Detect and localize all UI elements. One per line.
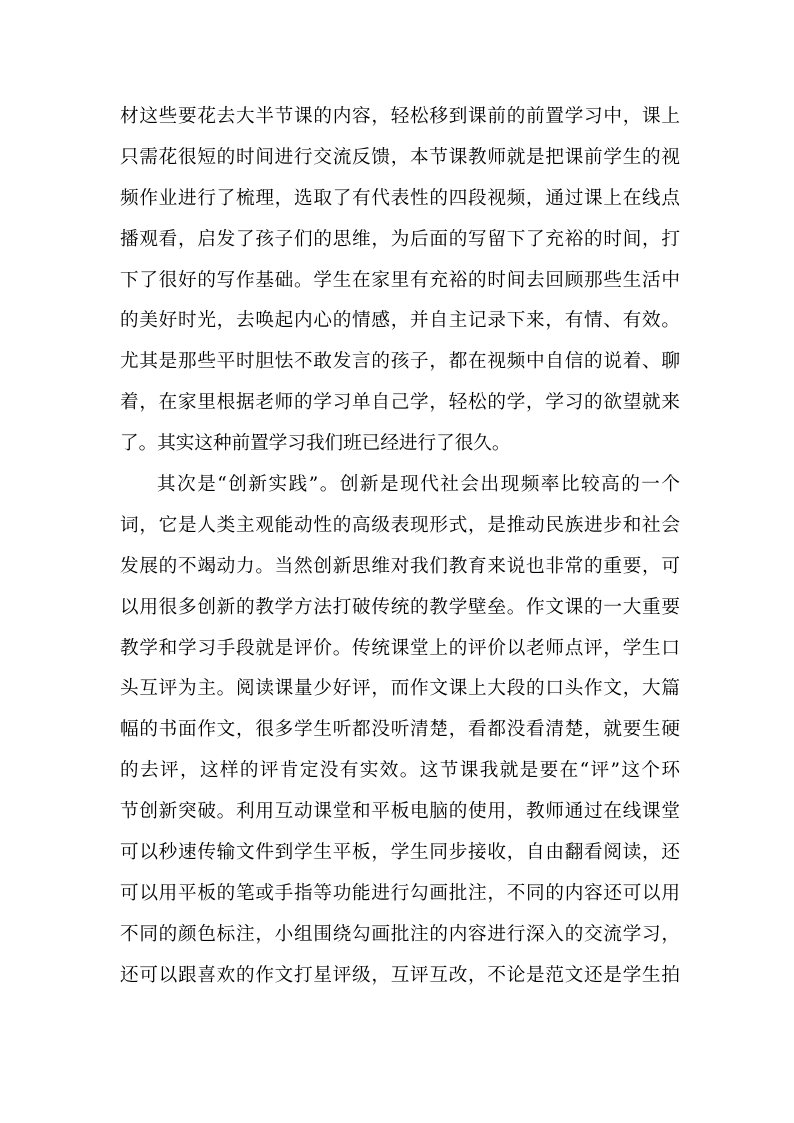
text-line: 可以用平板的笔或手指等功能进行勾画批注，不同的内容还可以用 bbox=[120, 882, 680, 904]
text-line: 材这些要花去大半节课的内容，轻松移到课前的前置学习中，课上 bbox=[120, 106, 680, 127]
text-line: 的美好时光，去唤起内心的情感，并自主记录下来，有情、有效。 bbox=[120, 310, 680, 332]
paragraph-end-line: 了。其实这种前置学习我们班已经进行了很久。 bbox=[120, 433, 511, 455]
text-line: 尤其是那些平时胆怯不敢发言的孩子，都在视频中自信的说着、聊 bbox=[120, 351, 680, 373]
text-line: 着，在家里根据老师的学习单自己学，轻松的学，学习的欲望就来 bbox=[120, 392, 680, 414]
text-line: 头互评为主。阅读课量少好评，而作文课上大段的口头作文，大篇 bbox=[120, 678, 680, 700]
text-line: 频作业进行了梳理，选取了有代表性的四段视频，通过课上在线点 bbox=[120, 187, 680, 209]
text-line: 教学和学习手段就是评价。传统课堂上的评价以老师点评，学生口 bbox=[120, 637, 680, 659]
text-line: 不同的颜色标注，小组围绕勾画批注的内容进行深入的交流学习， bbox=[120, 923, 680, 945]
body-text bbox=[120, 97, 680, 997]
text-line: 还可以跟喜欢的作文打星评级，互评互改，不论是范文还是学生拍 bbox=[120, 964, 680, 986]
paragraph-start-line: 其次是“创新实践”。创新是现代社会出现频率比较高的一个 bbox=[157, 474, 680, 496]
text-line: 播观看，启发了孩子们的思维，为后面的写留下了充裕的时间，打 bbox=[120, 228, 680, 250]
text-line: 可以秒速传输文件到学生平板，学生同步接收，自由翻看阅读，还 bbox=[120, 842, 680, 864]
text-line: 幅的书面作文，很多学生听都没听清楚，看都没看清楚，就要生硬 bbox=[120, 719, 680, 741]
text-line: 下了很好的写作基础。学生在家里有充裕的时间去回顾那些生活中 bbox=[120, 269, 680, 291]
text-line: 的去评，这样的评肯定没有实效。这节课我就是要在“评”这个环 bbox=[120, 760, 680, 782]
text-line: 词，它是人类主观能动性的高级表现形式，是推动民族进步和社会 bbox=[120, 514, 680, 536]
text-line: 只需花很短的时间进行交流反馈，本节课教师就是把课前学生的视 bbox=[120, 146, 680, 168]
text-line: 节创新突破。利用互动课堂和平板电脑的使用，教师通过在线课堂 bbox=[120, 801, 680, 823]
text-line: 以用很多创新的教学方法打破传统的教学壁垒。作文课的一大重要 bbox=[120, 596, 680, 618]
text-line: 发展的不竭动力。当然创新思维对我们教育来说也非常的重要，可 bbox=[120, 555, 680, 577]
